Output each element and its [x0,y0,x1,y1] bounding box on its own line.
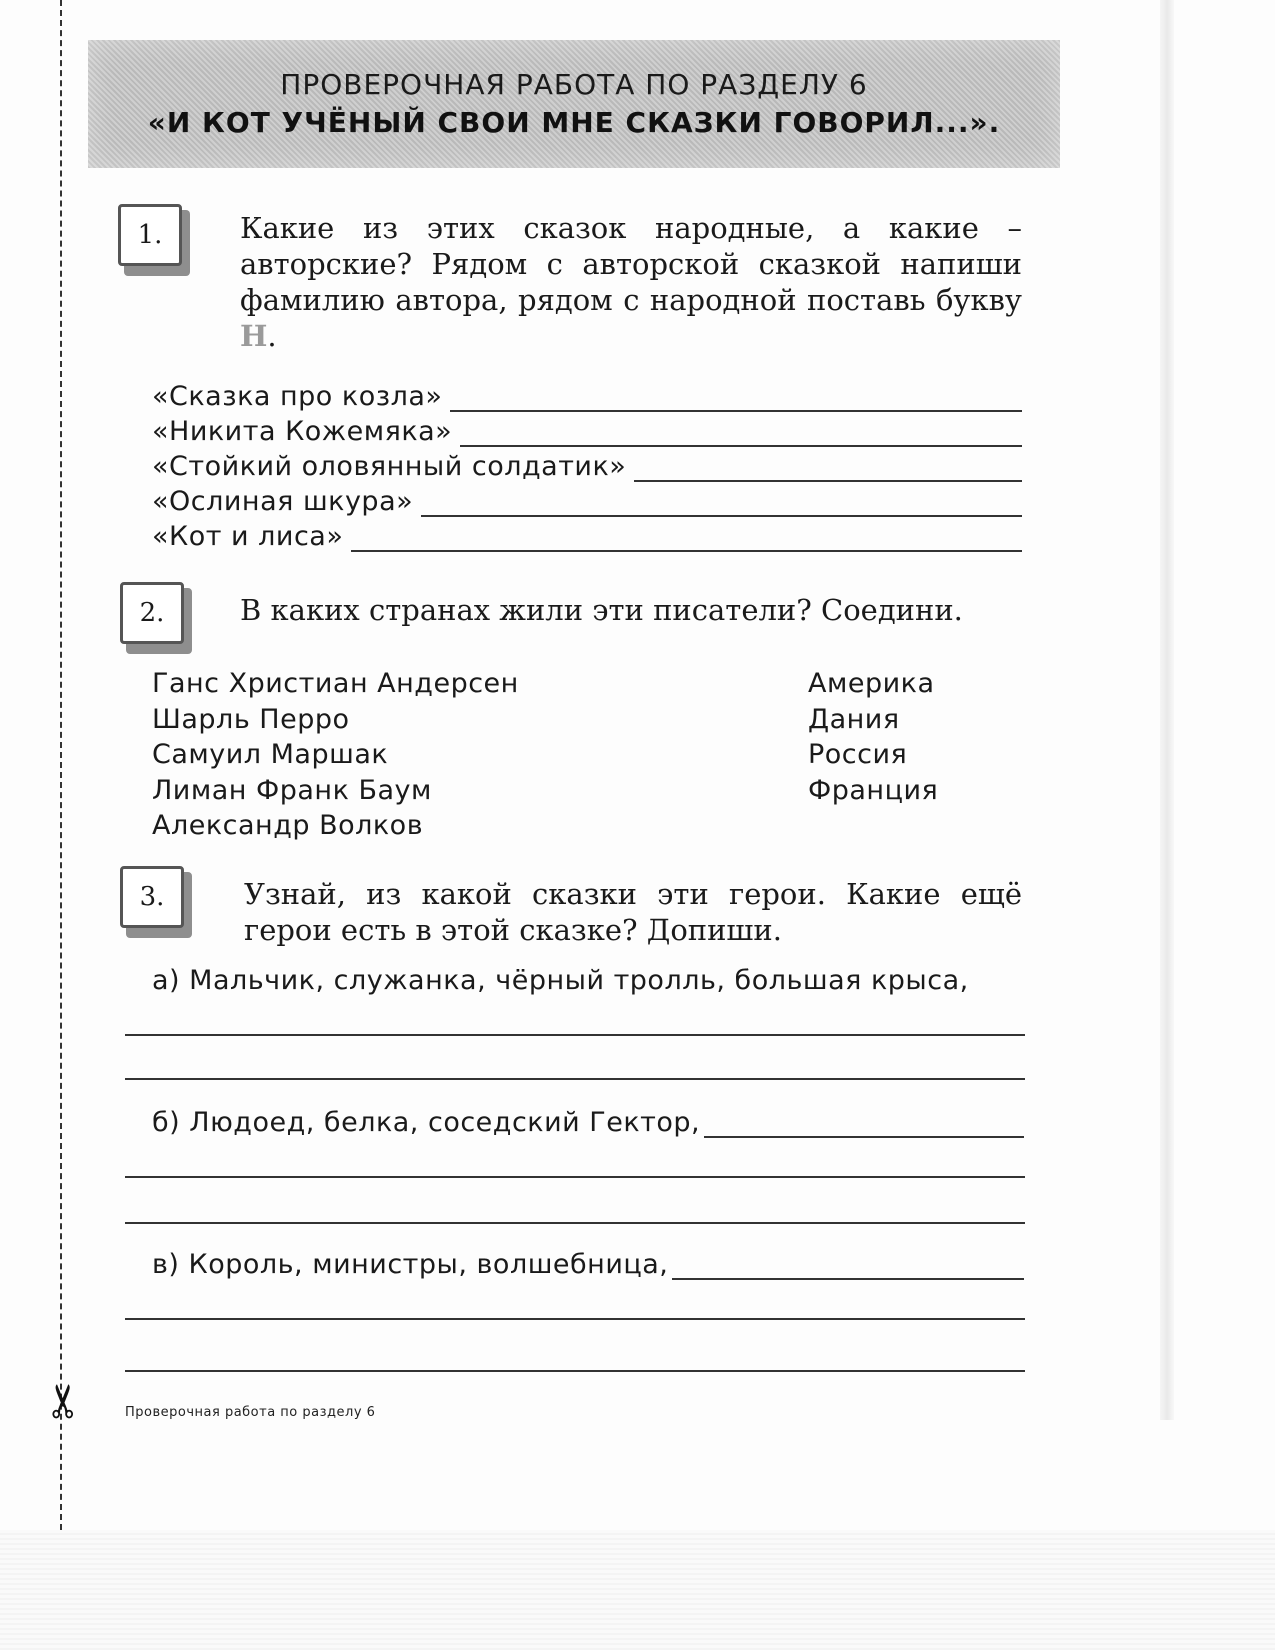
task-2-number-box [120,582,190,650]
task-3c-label: в) Король, министры, волшебница, [152,1249,669,1280]
country-item[interactable]: Дания [808,703,900,735]
task-3c-row [152,1244,1024,1280]
task-3-number: 3. [120,866,184,928]
task-3b-label: б) Людоед, белка, соседский Гектор, [152,1107,701,1138]
writer-item[interactable]: Ганс Христиан Андерсен [152,668,519,699]
header-banner [88,40,1060,168]
answer-line[interactable] [460,419,1022,447]
tale-label: «Никита Кожемяка» [152,416,453,447]
answer-line[interactable] [125,1370,1025,1372]
task-1-text [240,210,1022,354]
answer-line[interactable] [672,1252,1024,1280]
task-3-text: Узнай, из какой сказки эти герои. Какие ещё герои есть в этой сказке? Допиши. [244,877,1022,947]
writer-item[interactable]: Лиман Франк Баум [152,774,432,806]
answer-line[interactable] [421,489,1022,517]
tale-label: «Ослиная шкура» [152,486,414,517]
writer-item[interactable]: Шарль Перро [152,703,350,735]
answer-line[interactable] [125,1222,1025,1224]
tale-label: «Кот и лиса» [152,521,344,552]
scan-edge [1160,0,1174,1420]
task-2-text: В каких странах жили эти писатели? Соедини. [240,593,963,627]
task-1-text-end: . [267,319,277,353]
tale-row [152,518,1022,552]
task-3a-row [152,960,1024,996]
answer-line[interactable] [704,1110,1024,1138]
answer-line[interactable] [634,454,1022,482]
tale-row [152,378,1022,412]
tale-row [152,413,1022,447]
country-item[interactable]: Америка [808,668,935,699]
cut-line [60,0,62,1530]
task-1-number-box [118,204,188,272]
header-title: ПРОВЕРОЧНАЯ РАБОТА ПО РАЗДЕЛУ 6 [280,68,868,101]
task-1-letter: Н [240,319,268,353]
task-2-number: 2. [120,582,184,644]
scissors-icon: ✂ [36,1381,91,1421]
task-1-number: 1. [118,204,182,266]
header-subtitle: «И КОТ УЧЁНЫЙ СВОИ МНЕ СКАЗКИ ГОВОРИЛ...». [147,106,1001,139]
task-3b-row [152,1102,1024,1138]
tale-label: «Сказка про козла» [152,381,443,412]
task-3a-label: а) Мальчик, служанка, чёрный тролль, большая крыса, [152,965,969,996]
answer-line[interactable] [351,524,1022,552]
task-1-instruction: Какие из этих сказок народные, а какие – авторские? Рядом с авторской сказкой напиши фамилию автора, рядом с народной поставь букву [240,211,1022,317]
tale-label: «Стойкий оловянный солдатик» [152,451,627,482]
answer-line[interactable] [125,1078,1025,1080]
country-item[interactable]: Россия [808,739,908,770]
writer-item[interactable]: Александр Волков [152,810,424,841]
scan-bottom-area [0,1530,1275,1650]
page-footer: Проверочная работа по разделу 6 [125,1405,376,1420]
countries-list [808,666,938,808]
task-3-number-box [120,866,190,934]
answer-line[interactable] [125,1176,1025,1178]
writers-list [152,666,519,844]
tale-row [152,483,1022,517]
country-item[interactable]: Франция [808,774,939,806]
tale-row [152,448,1022,482]
writer-item[interactable]: Самуил Маршак [152,739,389,770]
answer-line[interactable] [125,1318,1025,1320]
answer-line[interactable] [125,1034,1025,1036]
answer-line[interactable] [450,384,1022,412]
